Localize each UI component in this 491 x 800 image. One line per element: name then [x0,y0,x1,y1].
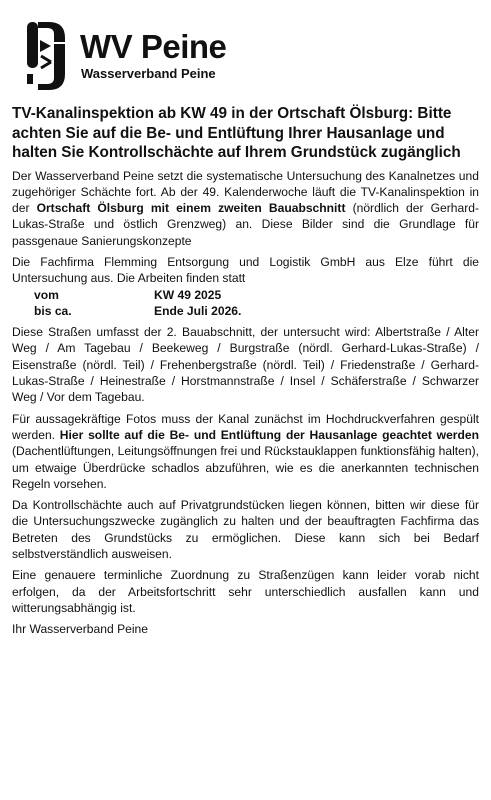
paragraph-ventilation [12,411,479,492]
to-value: Ende Juli 2026. [154,303,242,318]
schedule [34,287,479,320]
bold-text: Hier sollte auf die Be- und Entlüftung der Hausanlage geachtet werden [59,427,480,442]
text: (nördlich der Gerhard-Lukas-Straße und östlich Grenzweg) an. Diese Bilder sind die Grundlage für passgenaue Sanierungskonzepte [12,201,479,248]
paragraph-company: Die Fachfirma Flemming Entsorgung und Logistik GmbH aus Elze führt die Untersuchung aus. Die Arbeiten finden statt [12,254,479,286]
paragraph-timing: Eine genauere terminliche Zuordnung zu Straßenzügen kann leider vorab nicht erfolgen, da der Arbeitsfortschritt sehr unterschiedlich ausfallen kann und witterungsabhängig ist. [12,568,479,615]
bold-text: Ortschaft Ölsburg mit einem zweiten Bauabschnitt [36,201,346,216]
to-label: bis ca. [34,303,72,318]
from-label: vom [34,287,59,302]
paragraph-intro [12,168,479,249]
article-body [12,168,479,638]
wv-peine-logo-icon [27,22,65,90]
paragraph-streets: Diese Straßen umfasst der 2. Bauabschnitt, der untersucht wird: Albertstraße / Alter Weg / Am Tagebau / Beekeweg / Burgstraße (nördl. Gerhard-Lukas-Straße) / Eisenstraße (nördl. Teil) / Frehenbergstraße (nördl. Teil) / Friedenstraße / Gerhard-Lukas-Straße / Heinestraße / Horstmannstraße / Insel / Schäferstraße / Schwarzer Weg / Vor dem Tagebau. [12,325,479,405]
from-value: KW 49 2025 [154,287,222,302]
signature: Ihr Wasserverband Peine [12,622,149,637]
header [12,0,479,104]
logo-subtitle: Wasserverband Peine [81,66,216,81]
headline: TV-Kanalinspektion ab KW 49 in der Ortschaft Ölsburg: Bitte achten Sie auf die Be- und Entlüftung Ihrer Hausanlage und halten Sie Kontrollschächte auf Ihrem Grundstück zugänglich [12,105,461,161]
paragraph-access: Da Kontrollschächte auch auf Privatgrundstücken liegen können, bitten wir diese für die Untersuchungszwecke zugänglich zu halten und der beauftragten Fachfirma das Betreten des Grundstücks zu ermöglichen. Diese kann sich bei Bedarf selbstverständlich ausweisen. [12,498,479,562]
logo-title: WV Peine [80,28,227,65]
text: Für aussagekräftige Fotos muss der Kanal zunächst im Hochdruckverfahren gespült werden. [12,411,479,442]
text: (Dachentlüftungen, Leitungsöffnungen frei und Rückstauklappen funktionsfähig halten), um etwaige Überdrücke schadlos abzuführen, wie es die anerkannten technischen Regeln vorsehen. [12,444,479,491]
text: Der Wasserverband Peine setzt die systematische Untersuchung des Kanalnetzes und zugehöriger Schächte fort. Ab der 49. Kalenderwoche läuft die TV-Kanalinspektion in der [12,168,479,216]
